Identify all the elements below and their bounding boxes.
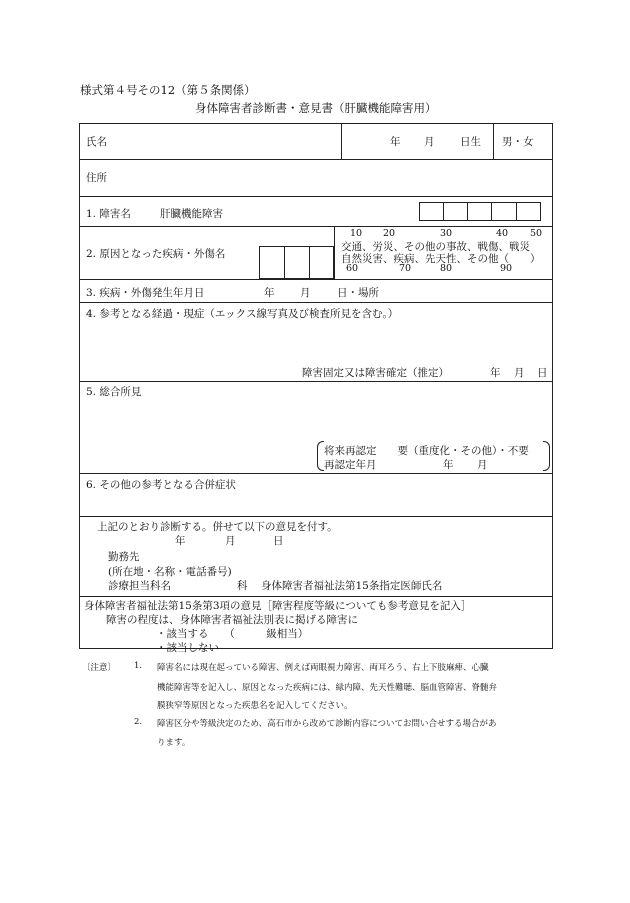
cause-code-80: 80: [440, 263, 453, 274]
cause-code-20: 20: [383, 228, 396, 239]
cause-code-40: 40: [496, 228, 509, 239]
workplace-label: 勤務先: [108, 551, 140, 563]
fixed-date-label: 障害固定又は障害確定（推定）: [302, 367, 449, 379]
reexam-month-label: 月: [477, 459, 488, 471]
cause-line-2: 自然災害、疾病、先天性、その他（ ）: [341, 253, 541, 265]
department-label: 診療担当科名: [108, 580, 171, 592]
findings-label: 5. 総合所見: [86, 386, 142, 398]
cause-code-60: 60: [346, 263, 359, 274]
onset-year-label: 年: [264, 287, 275, 299]
onset-day-place-label: 日・場所: [337, 287, 379, 299]
cause-code-50: 50: [530, 228, 543, 239]
note-2-line-2: ります。: [157, 738, 191, 748]
disability-label: 1. 障害名: [86, 208, 131, 220]
opinion-degree: 障害の程度は、身体障害者福祉法別表に掲げる障害に: [106, 614, 358, 626]
onset-month-label: 月: [300, 287, 311, 299]
diagnosis-statement: 上記のとおり診断する。併せて以下の意見を付す。: [97, 521, 338, 533]
cause-code-boxes: [259, 246, 334, 279]
form-title: 身体障害者診断書・意見書（肝臓機能障害用）: [195, 101, 437, 115]
cause-line-1: 交通、労災、その他の事故、戦傷、戦災: [341, 241, 530, 253]
sex-label: 男・女: [502, 136, 534, 148]
note-2-number: 2.: [134, 717, 143, 727]
cause-code-70: 70: [399, 263, 412, 274]
birth-month-label: 月: [424, 136, 435, 148]
disability-code-boxes: [419, 202, 541, 221]
note-1-number: 1.: [134, 661, 143, 671]
course-label: 4. 参考となる経過・現症（エックス線写真及び検査所見を含む。）: [86, 308, 399, 320]
reexam-bracket-left: [317, 441, 324, 471]
reexam-year-label: 年: [443, 459, 454, 471]
form-number: 様式第４号その12（第５条関係）: [80, 83, 256, 97]
name-label: 氏名: [86, 136, 107, 148]
note-2-line-1: 障害区分や等級決定のため、高石市から改めて診断内容についてお問い合せする場合があ: [157, 719, 497, 729]
note-1-line-3: 膜狭窄等原因となった疾患名を記入してください。: [157, 701, 353, 711]
note-1-line-1: 障害名には現在起っている障害、例えば両眼視力障害、両耳ろう、右上下肢麻痺、心臓: [157, 663, 489, 673]
reexam-line-1: 将来再認定 要（重度化・その他）・不要: [324, 445, 529, 457]
notes-label: 〔注意〕: [82, 663, 117, 673]
cause-code-90: 90: [500, 263, 513, 274]
birth-day-label: 日生: [460, 136, 481, 148]
opinion-not-applicable: ・該当しない: [156, 642, 219, 654]
birth-year-label: 年: [390, 136, 401, 148]
fixed-month-label: 月: [514, 367, 525, 379]
cause-label: 2. 原因となった疾病・外傷名: [86, 248, 226, 260]
complications-label: 6. その他の参考となる合併症状: [86, 479, 236, 491]
doctor-name-label: 身体障害者福祉法第15条指定医師氏名: [261, 580, 443, 592]
cause-code-30: 30: [440, 228, 453, 239]
diagnosis-day-label: 日: [273, 535, 284, 547]
diagnosis-year-label: 年: [175, 535, 186, 547]
workplace-detail: (所在地・名称・電話番号): [108, 566, 232, 578]
address-label: 住所: [86, 172, 107, 184]
cause-code-10: 10: [350, 228, 363, 239]
department-suffix: 科: [237, 580, 248, 592]
fixed-year-label: 年: [490, 367, 501, 379]
opinion-title: 身体障害者福祉法第15条第3項の意見［障害程度等級についても参考意見を記入］: [84, 600, 472, 612]
onset-label: 3. 疾病・外傷発生年月日: [86, 287, 205, 299]
fixed-day-label: 日: [537, 367, 548, 379]
opinion-applicable: ・該当する （ 級相当）: [156, 628, 309, 640]
reexam-line-2: 再認定年月: [324, 459, 377, 471]
diagnosis-month-label: 月: [225, 535, 236, 547]
note-1-line-2: 機能障害等を記入し、原因となった疾病には、緑内障、先天性難聴、脳血管障害、脊髄弁: [157, 683, 498, 693]
disability-value: 肝臓機能障害: [160, 208, 223, 220]
reexam-bracket-right: [543, 441, 550, 471]
